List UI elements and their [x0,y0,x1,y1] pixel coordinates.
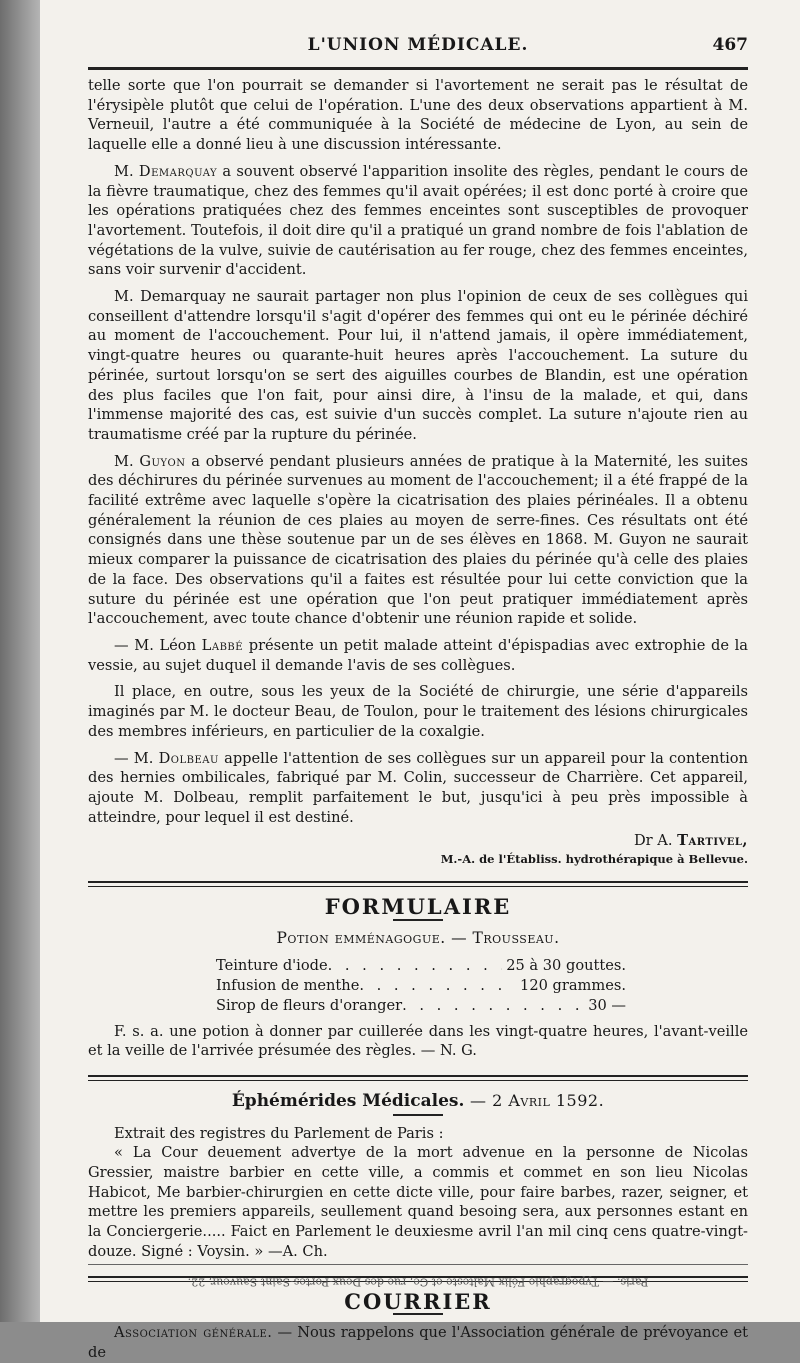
speaker-name: Guyon [139,452,186,470]
running-title: L'UNION MÉDICALE. [307,35,529,55]
dot-leader [402,996,584,1016]
paragraph-appareils: Il place, en outre, sous les yeux de la Société de chirurgie, une série d'appareils imaginés par M. le docteur Beau, de Toulon, pour le traitement des lésions chirurgicales des membres inférieurs, en particulier de la coxalgie. [88,683,748,740]
speaker-prefix: — M. Léon [114,636,202,654]
courrier-lead: Association générale. [114,1324,273,1342]
signature [88,831,748,851]
article-body [88,76,748,1363]
header-rule [88,67,748,70]
page-header [88,32,748,62]
paragraph-text: a observé pendant plusieurs années de pratique à la Maternité, les suites des déchirures du périnée survenues au moment de l'accouchement; il a été frappé de la facilité extrême avec laquelle s'opère la cicatrisation des plaies périnéales. Il a obtenu généralement la réunion de ces plaies au moyen de serre-fines. Ces résultats ont été consignés dans une thèse soutenue par un de ses élèves en 1868. M. Guyon ne saurait mieux comparer la puissance de cicatrisation des plaies du périnée qu'à celle des plaies de la face. Des observations qu'il a faites est résultée pour lui cette conviction que la suture du périnée est une opération que l'on peut pratiquer immédiatement après l'accouchement, avec toute chance d'obtenir une réunion rapide et solide. [88,452,748,628]
footer-rule [88,1264,748,1265]
speaker-name: Demarquay [138,162,218,180]
paragraph-demarquay-2: M. Demarquay ne saurait partager non plus l'opinion de ceux de ses collègues qui conseillent d'attendre lorsqu'il s'agit d'opérer des femmes qui ont eu le périnée déchiré au moment de l'accouchement. Pour lui, il n'attend jamais, il opère immédiatement, vingt-quatre heures ou quarante-huit heures après l'accouchement. La suture du périnée, surtout lorsqu'on se sert des aiguilles courbes de Blandin, est une opération des plus faciles que l'on fait, pour ainsi dire, à l'insu de la malade, et qui, dans l'immense majorité des cas, est suivie d'un succès complet. La suture n'ajoute rien au traumatisme créé par la rupture du périnée. [88,288,748,443]
printer-imprint: Paris. — Typographie Félix Malteste et Ce, rue des Deux-Portes-Saint-Sauveur, 22. [187,1275,649,1289]
potion-author: — Trousseau. [445,928,560,947]
ephemerides-date: — 2 Avril 1592. [464,1090,605,1110]
potion-instructions: F. s. a. une potion à donner par cuillerée dans les vingt-quatre heures, l'avant-veille et la veille de l'arrivée présumée des règles. — N. G. [88,1022,748,1060]
recipe-list [216,956,626,1015]
dot-leader [328,956,503,976]
ephemerides-intro: Extrait des registres du Parlement de Paris : [114,1124,444,1142]
paragraph-dolbeau [88,749,748,828]
signature-affiliation: M.-A. de l'Établiss. hydrothérapique à Bellevue. [440,852,748,867]
page-number: 467 [712,35,748,55]
speaker-prefix: M. [114,452,140,470]
title-underline [393,1114,443,1116]
speaker-name: Dolbeau [158,749,219,767]
paragraph-demarquay-1 [88,162,748,280]
potion-title [88,929,748,949]
ingredient-name: Infusion de menthe [216,977,360,995]
title-underline [393,1313,443,1315]
recipe-item [216,976,626,996]
courrier-text: — Nous rappelons que l'Association générale de prévoyance et de [88,1324,748,1361]
section-divider [88,881,748,887]
courrier-paragraph [88,1323,748,1362]
recipe-item [216,956,626,976]
ingredient-qty: 25 à 30 gouttes. [506,957,626,975]
paragraph-erysipele: telle sorte que l'on pourrait se demander si l'avortement ne serait pas le résultat de l'érysipèle plutôt que celui de l'opération. L'une des deux observations appartient à M. Verneuil, l'autre a été communiquée à la Société de médecine de Lyon, au sein de laquelle elle a donné lieu à une discussion intéressante. [88,77,748,154]
speaker-prefix: M. [114,162,139,180]
section-divider [88,1075,748,1081]
ephemerides-quote: « La Cour deuement advertye de la mort advenue en la personne de Nicolas Gressier, maistre barbier en cette ville, a commis et commet en son lieu Nicolas Habicot, Me barbier-chirurgien en cette dicte ville, pour faire barbes, razer, seigner, et mettre les premiers appareils, seullement quand besoing sera, aux personnes estant en la Conciergerie..... Faict en Parlement le deuxiesme avril l'an mil cinq cens quatre-vingt-douze. Signé : Voysin. » —A. Ch. [88,1144,748,1260]
potion-name: Potion emménagogue. [276,928,446,947]
ephemerides-heading: Éphémérides Médicales. [231,1090,465,1111]
paragraph-text: présente un petit malade atteint d'épispadias avec extrophie de la vessie, au sujet duquel il demande l'avis de ses collègues. [88,636,748,674]
ephemerides-title [88,1091,748,1112]
ingredient-qty: 120 grammes. [520,977,626,995]
ingredient-name: Teinture d'iode [216,957,328,975]
paragraph-labbe [88,636,748,675]
ingredient-name: Sirop de fleurs d'oranger [216,996,403,1014]
speaker-prefix: — M. [114,749,159,767]
speaker-name: Labbé [201,636,244,654]
page-left-margin [0,0,40,1322]
journal-page [40,0,800,1361]
paragraph-guyon [88,452,748,629]
courrier-title: COURRIER [344,1288,492,1314]
formulaire-title: FORMULAIRE [324,894,512,920]
paragraph-text: a souvent observé l'apparition insolite des règles, pendant le cours de la fièvre traumatique, chez des femmes qu'il avait opérées; il est donc porté à croire que les opérations pratiquées chez des femmes enceintes sont susceptibles de provoquer l'avortement. Toutefois, il doit dire qu'il a pratiqué un grand nombre de fois l'ablation de végétations de la vulve, suivie de cautérisation au fer rouge, chez des femmes enceintes, sans voir survenir d'accident. [88,162,748,279]
title-underline [393,919,443,921]
recipe-item [216,996,626,1016]
ingredient-qty: 30 — [588,996,626,1014]
dot-leader [359,976,516,996]
signature-name: Tartivel, [677,832,748,850]
signature-prefix: Dr A. [633,832,678,850]
paragraph-text: appelle l'attention de ses collègues sur un appareil pour la contention des hernies ombilicales, fabriqué par M. Colin, successeur de Charrière. Cet appareil, ajoute M. Dolbeau, remplit parfaitement le but, jusqu'ici à peu près impossible à atteindre, pour lequel il est destiné. [88,749,748,826]
